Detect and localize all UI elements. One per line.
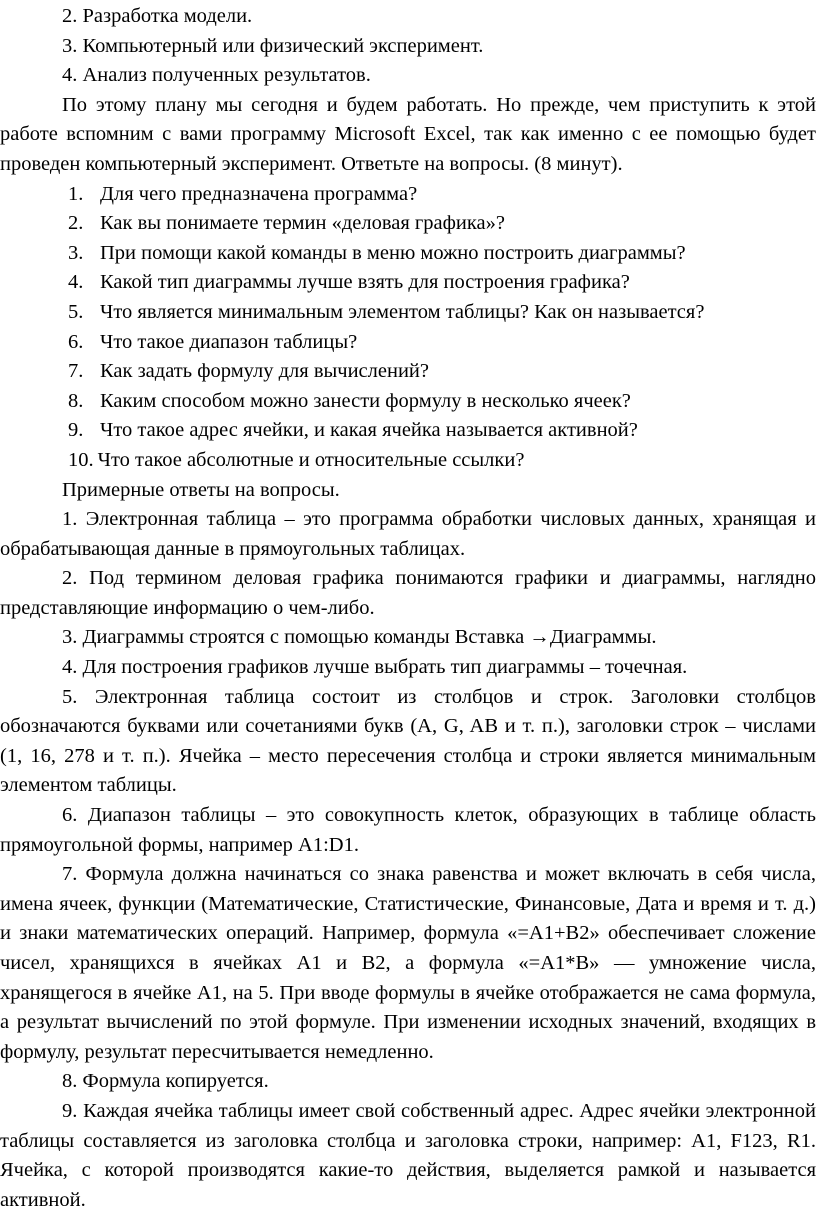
question-number: 2. bbox=[68, 212, 84, 235]
answer-paragraph-7: 7. Формула должна начинаться со знака равенства и может включать в себя числа, имена ячеек, функции (Математические, Статистические, Финансовые, Дата и время и т. д.) и знаки математических операций. Например, формула «=A1+B2» обеспечивает сложение чисел, хранящихся в ячейках A1 и B2, а формула «=A1*B» — умножение числа, хранящегося в ячейке A1, на 5. При вводе формулы в ячейке отображается не сама формула, а результат вычислений по этой формуле. При изменении исходных значений, входящих в формулу, результат пересчитывается немедленно. bbox=[0, 863, 816, 1063]
question-item bbox=[0, 298, 816, 328]
answers-heading: Примерные ответы на вопросы. bbox=[62, 478, 340, 501]
question-number: 3. bbox=[68, 241, 84, 264]
question-number: 1. bbox=[68, 182, 84, 205]
question-text: При помощи какой команды в меню можно построить диаграммы? bbox=[100, 241, 686, 264]
question-text: Какой тип диаграммы лучше взять для построения графика? bbox=[100, 271, 630, 294]
document-page bbox=[0, 2, 816, 1215]
question-text: Что является минимальным элементом таблицы? Как он называется? bbox=[100, 300, 705, 323]
question-item bbox=[0, 387, 816, 417]
question-item bbox=[0, 180, 816, 210]
question-text: Каким способом можно занести формулу в несколько ячеек? bbox=[100, 389, 631, 412]
plan-item-2: 2. Разработка модели. bbox=[62, 5, 253, 27]
plan-item-4: 4. Анализ полученных результатов. bbox=[62, 64, 371, 87]
answer-paragraph-9: 9. Каждая ячейка таблицы имеет свой собственный адрес. Адрес ячейки электронной таблицы составляется из заголовка столбца и заголовка строки, например: A1, F123, R1. Ячейка, с которой производятся какие-то действия, выделяется рамкой и называется активной. bbox=[0, 1099, 816, 1211]
answer-paragraph-1: 1. Электронная таблица – это программа обработки числовых данных, хранящая и обрабатывающая данные в прямоугольных таблицах. bbox=[0, 508, 816, 560]
question-text: Как задать формулу для вычислений? bbox=[100, 360, 430, 383]
answer-paragraph-6: 6. Диапазон таблицы – это совокупность клеток, образующих в таблице область прямоугольной формы, например A1:D1. bbox=[0, 804, 816, 856]
answer-paragraph-3: 3. Диаграммы строятся с помощью команды Вставка →Диаграммы. bbox=[62, 626, 657, 649]
question-number: 7. bbox=[68, 360, 84, 383]
question-text: Для чего предназначена программа? bbox=[100, 182, 418, 205]
question-item bbox=[0, 416, 816, 446]
question-number: 10. bbox=[68, 448, 94, 471]
question-number: 5. bbox=[68, 300, 84, 323]
answer-paragraph-4: 4. Для построения графиков лучше выбрать тип диаграммы – точечная. bbox=[62, 656, 688, 679]
answer-paragraph-5: 5. Электронная таблица состоит из столбцов и строк. Заголовки столбцов обозначаются буквами или сочетаниями букв (A, G, AB и т. п.), заголовки строк – числами (1, 16, 278 и т. п.). Ячейка – место пересечения столбца и строки является минимальным элементом таблицы. bbox=[0, 685, 816, 797]
intro-paragraph: По этому плану мы сегодня и будем работать. Но прежде, чем приступить к этой работе вспомним с вами программу Microsoft Excel, так как именно с ее помощью будет проведен компьютерный эксперимент. Ответьте на вопросы. (8 минут). bbox=[0, 93, 816, 175]
question-number: 9. bbox=[68, 419, 84, 442]
question-number: 6. bbox=[68, 330, 84, 353]
question-item bbox=[0, 446, 816, 476]
question-number: 8. bbox=[68, 389, 84, 412]
question-text: Что такое адрес ячейки, и какая ячейка называется активной? bbox=[100, 419, 638, 442]
question-text: Что такое абсолютные и относительные ссылки? bbox=[97, 448, 525, 471]
answer-paragraph-2: 2. Под термином деловая графика понимаются графики и диаграммы, наглядно представляющие информацию о чем-либо. bbox=[0, 567, 816, 619]
plan-item-3: 3. Компьютерный или физический эксперимент. bbox=[62, 34, 484, 57]
question-item bbox=[0, 328, 816, 358]
answer-paragraph-8: 8. Формула копируется. bbox=[62, 1070, 269, 1093]
question-item bbox=[0, 239, 816, 269]
question-text: Как вы понимаете термин «деловая графика»? bbox=[100, 212, 506, 235]
question-item bbox=[0, 209, 816, 239]
question-item bbox=[0, 357, 816, 387]
question-list bbox=[0, 180, 816, 476]
question-item bbox=[0, 268, 816, 298]
question-text: Что такое диапазон таблицы? bbox=[100, 330, 358, 353]
question-number: 4. bbox=[68, 271, 84, 294]
